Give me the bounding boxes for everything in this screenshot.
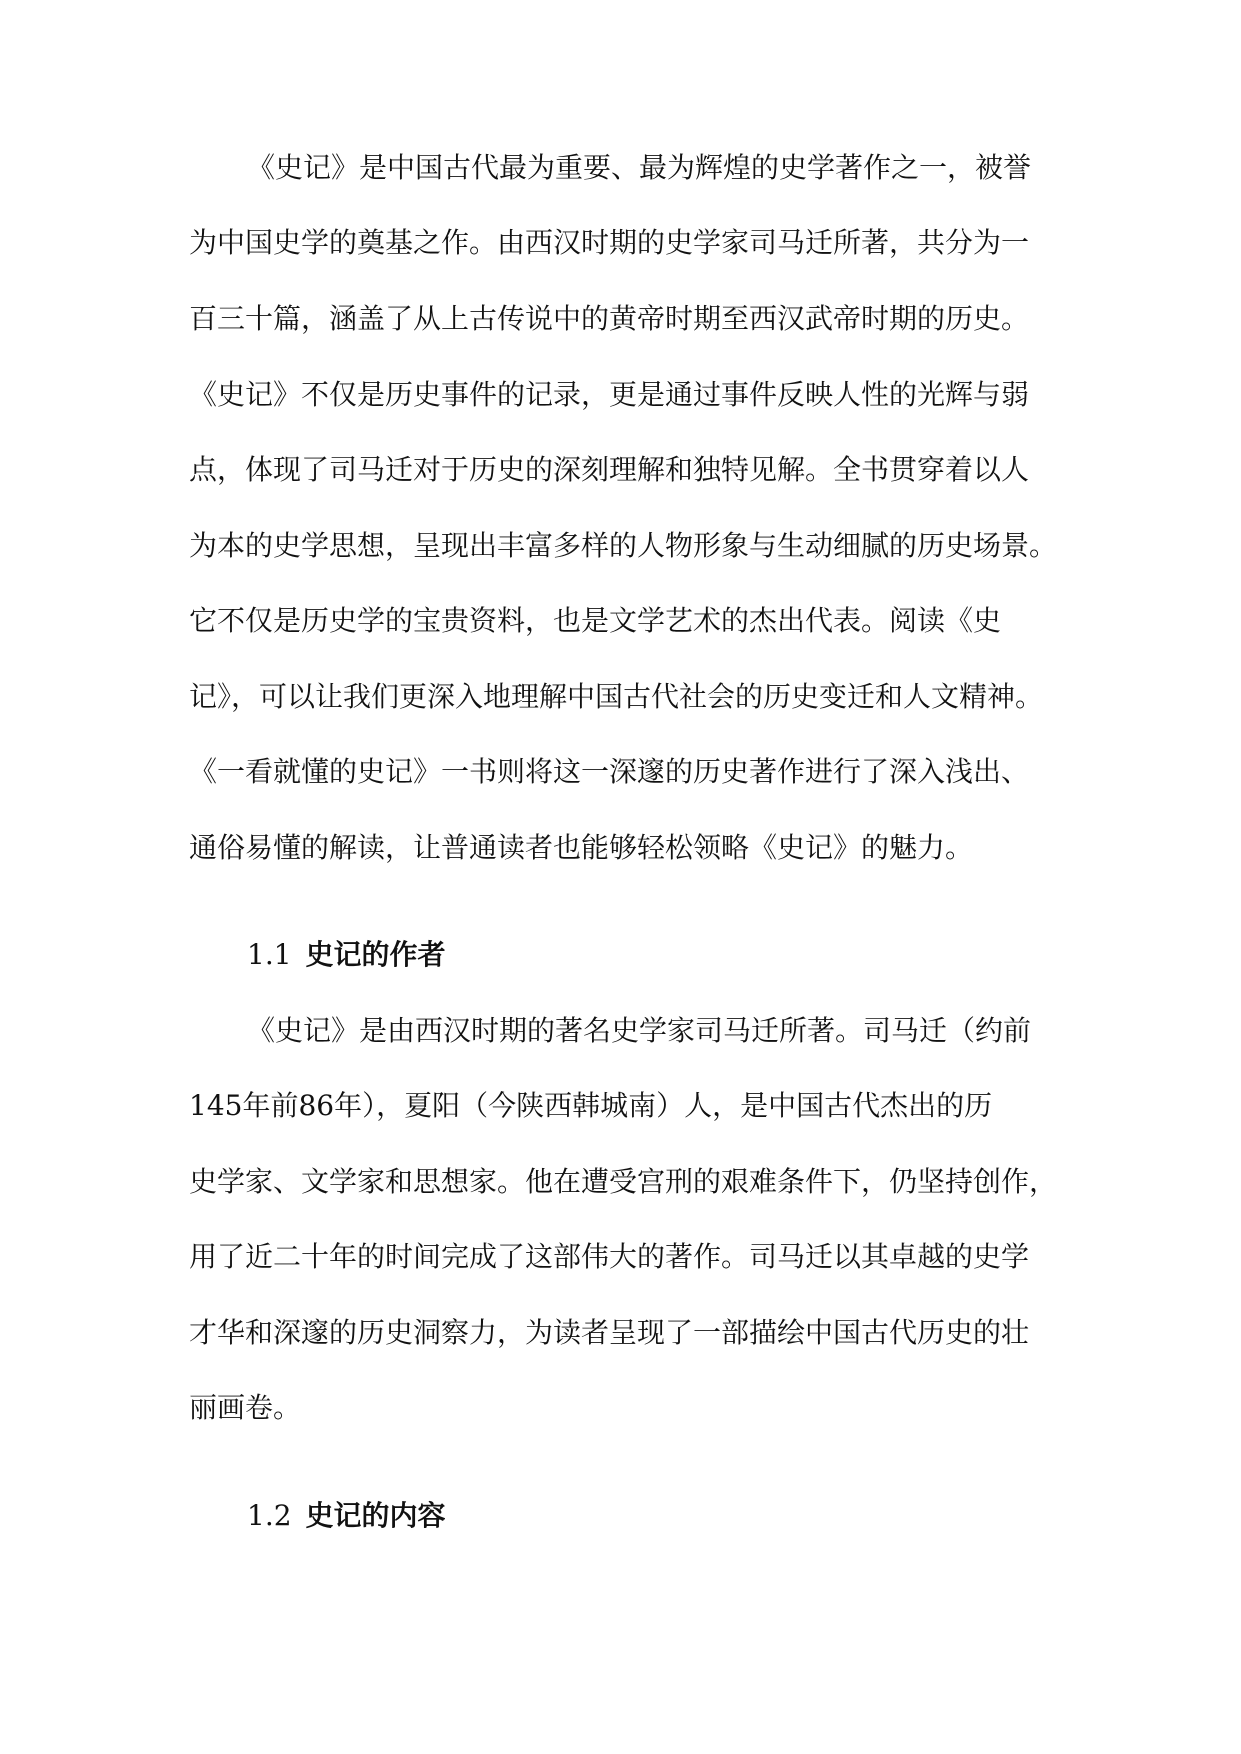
section-number: 1.2	[247, 1499, 292, 1532]
author-line-3: 史学家、文学家和思想家。他在遭受宫刑的艰难条件下，仍坚持创作，	[189, 1165, 1058, 1198]
author-line-5: 才华和深邃的历史洞察力，为读者呈现了一部描绘中国古代历史的壮	[189, 1316, 1030, 1349]
section-title: 史记的内容	[305, 1499, 446, 1532]
section-number: 1.1	[247, 938, 292, 971]
intro-line-2: 为中国史学的奠基之作。由西汉时期的史学家司马迁所著，共分为一	[189, 226, 1030, 259]
intro-line-5: 点，体现了司马迁对于历史的深刻理解和独特见解。全书贯穿着以人	[189, 453, 1030, 486]
author-line-1: 《史记》是由西汉时期的著名史学家司马迁所著。司马迁（约前	[247, 1014, 1032, 1047]
author-line-2: 145年前86年），夏阳（今陕西韩城南）人，是中国古代杰出的历	[189, 1089, 993, 1122]
intro-line-7: 它不仅是历史学的宝贵资料，也是文学艺术的杰出代表。阅读《史	[189, 604, 1002, 637]
intro-line-10: 通俗易懂的解读，让普通读者也能够轻松领略《史记》的魅力。	[189, 831, 974, 864]
section-title: 史记的作者	[305, 938, 446, 971]
intro-line-1: 《史记》是中国古代最为重要、最为辉煌的史学著作之一，被誉	[247, 151, 1032, 184]
author-line-4: 用了近二十年的时间完成了这部伟大的著作。司马迁以其卓越的史学	[189, 1240, 1030, 1273]
section-heading-1-1	[247, 937, 446, 973]
intro-line-8: 记》，可以让我们更深入地理解中国古代社会的历史变迁和人文精神。	[189, 680, 1044, 713]
intro-line-4: 《史记》不仅是历史事件的记录，更是通过事件反映人性的光辉与弱	[189, 378, 1030, 411]
author-line-6: 丽画卷。	[189, 1391, 302, 1424]
intro-line-6: 为本的史学思想，呈现出丰富多样的人物形象与生动细腻的历史场景。	[189, 529, 1058, 562]
intro-line-9: 《一看就懂的史记》一书则将这一深邃的历史著作进行了深入浅出、	[189, 755, 1030, 788]
section-heading-1-2	[247, 1498, 446, 1534]
intro-line-3: 百三十篇，涵盖了从上古传说中的黄帝时期至西汉武帝时期的历史。	[189, 302, 1030, 335]
